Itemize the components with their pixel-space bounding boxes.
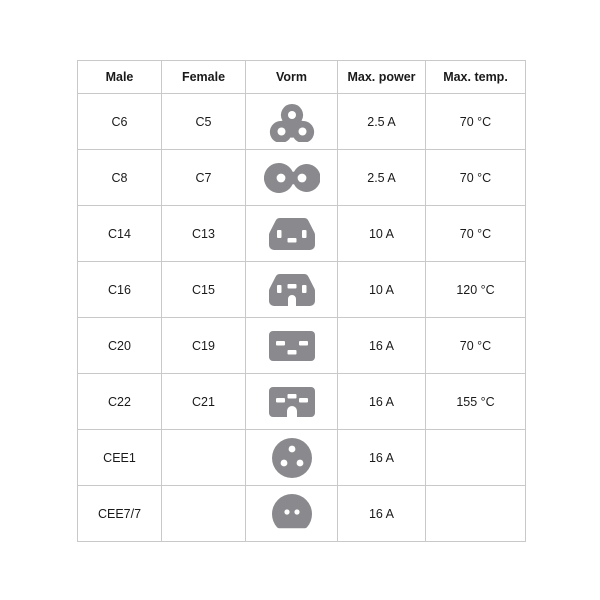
cell-max-power: 10 A <box>338 206 426 262</box>
cell-female: C15 <box>162 262 246 318</box>
cell-male: C14 <box>78 206 162 262</box>
cell-vorm <box>246 94 338 150</box>
cell-max-temp: 70 °C <box>426 206 526 262</box>
cell-max-temp: 70 °C <box>426 94 526 150</box>
cell-vorm <box>246 206 338 262</box>
cell-male: C16 <box>78 262 162 318</box>
cell-max-temp <box>426 486 526 542</box>
table-header-row <box>78 61 526 94</box>
cell-max-power: 10 A <box>338 262 426 318</box>
cell-max-power: 16 A <box>338 374 426 430</box>
connector-spec-table <box>77 60 526 542</box>
cell-male: C22 <box>78 374 162 430</box>
table-row <box>78 318 526 374</box>
table-row <box>78 374 526 430</box>
table-row <box>78 262 526 318</box>
cell-vorm <box>246 318 338 374</box>
table-row <box>78 150 526 206</box>
cell-max-power: 16 A <box>338 318 426 374</box>
cell-vorm <box>246 374 338 430</box>
column-header-max-power: Max. power <box>338 61 426 94</box>
c21-connector-icon <box>246 374 338 429</box>
table-body <box>78 94 526 542</box>
c13-connector-icon <box>246 206 338 261</box>
cell-male: C20 <box>78 318 162 374</box>
cell-vorm <box>246 486 338 542</box>
cell-female <box>162 430 246 486</box>
column-header-female: Female <box>162 61 246 94</box>
cell-female: C7 <box>162 150 246 206</box>
c5-clover-connector-icon <box>246 94 338 149</box>
cell-female: C13 <box>162 206 246 262</box>
cell-vorm <box>246 262 338 318</box>
cell-max-temp: 70 °C <box>426 150 526 206</box>
cell-female: C21 <box>162 374 246 430</box>
table-header <box>78 61 526 94</box>
table-row <box>78 430 526 486</box>
cell-male: C8 <box>78 150 162 206</box>
cell-female: C19 <box>162 318 246 374</box>
cell-male: C6 <box>78 94 162 150</box>
cell-max-temp: 120 °C <box>426 262 526 318</box>
cell-max-temp: 155 °C <box>426 374 526 430</box>
table-row <box>78 486 526 542</box>
column-header-male: Male <box>78 61 162 94</box>
column-header-vorm: Vorm <box>246 61 338 94</box>
cee7-7-schuko-plug-icon <box>246 486 338 541</box>
cell-max-power: 16 A <box>338 430 426 486</box>
c15-connector-icon <box>246 262 338 317</box>
cee1-round-plug-icon <box>246 430 338 485</box>
cell-male: CEE1 <box>78 430 162 486</box>
cell-max-power: 16 A <box>338 486 426 542</box>
c7-figure8-connector-icon <box>246 150 338 205</box>
cell-max-temp: 70 °C <box>426 318 526 374</box>
cell-max-temp <box>426 430 526 486</box>
cell-vorm <box>246 430 338 486</box>
cell-vorm <box>246 150 338 206</box>
cell-female: C5 <box>162 94 246 150</box>
cell-max-power: 2.5 A <box>338 94 426 150</box>
column-header-max-temp: Max. temp. <box>426 61 526 94</box>
cell-female <box>162 486 246 542</box>
cell-max-power: 2.5 A <box>338 150 426 206</box>
c19-connector-icon <box>246 318 338 373</box>
table-row <box>78 206 526 262</box>
cell-male: CEE7/7 <box>78 486 162 542</box>
table-row <box>78 94 526 150</box>
